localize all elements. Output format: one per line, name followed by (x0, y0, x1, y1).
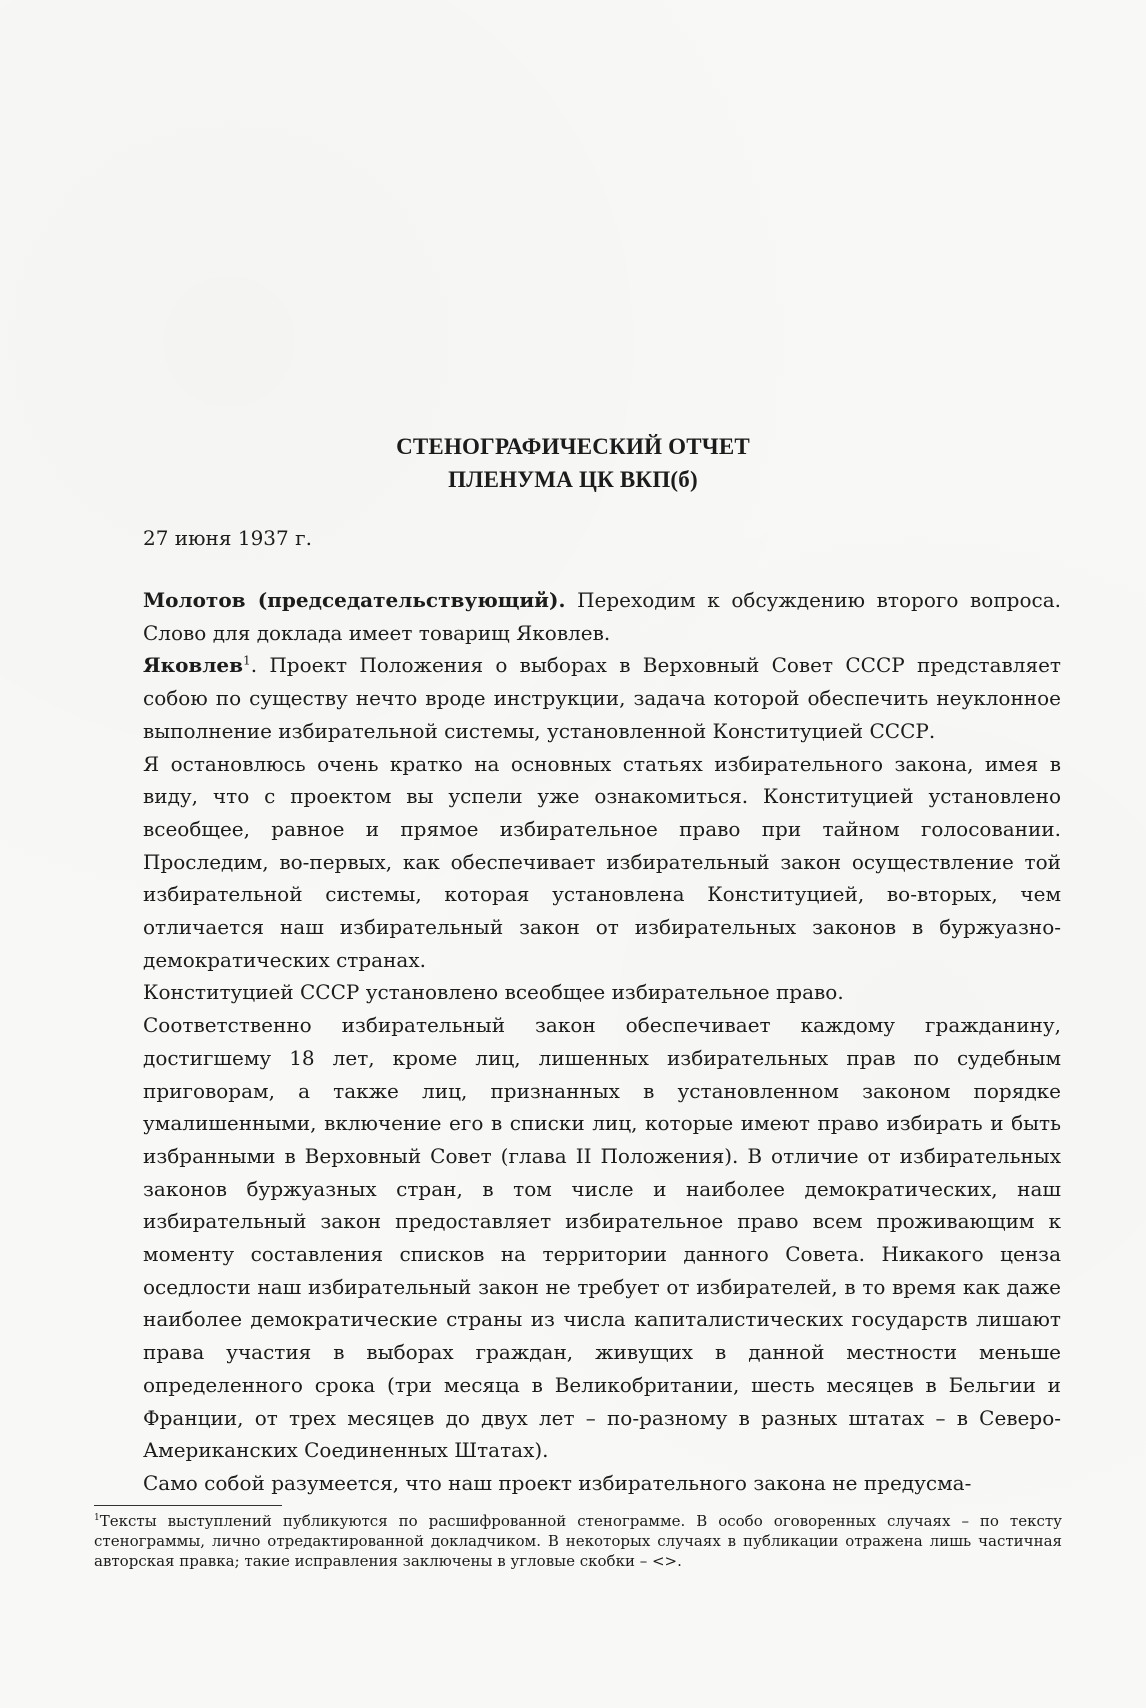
paragraph: Конституцией СССР установлено всеобщее избирательное право. (143, 980, 844, 1005)
paragraph-text: . Проект Положения о выборах в Верховный Совет СССР представляет собою по существу нечто вроде инструкции, задача которой обеспечить неуклонное выполнение избирательной системы, установленной Конституцией СССР. (143, 653, 1061, 743)
speaker-name: Яковлев (143, 653, 244, 678)
paragraph (143, 649, 1061, 747)
paragraph: Само собой разумеется, что наш проект избирательного закона не предусма- (143, 1470, 972, 1495)
footnote-marker: 1 (94, 1513, 100, 1523)
session-date: 27 июня 1937 г. (143, 526, 312, 550)
paragraph: Я остановлюсь очень кратко на основных статьях избирательного закона, имея в виду, что с проектом вы успели уже ознакомиться. Конституцией установлено всеобщее, равное и прямое избирательное право при тайном голосовании. Проследим, во-первых, как обеспечивает избирательный закон осуществление той избирательной системы, которая установлена Конституцией, во-вторых, чем отличается наш избирательный закон от избирательных законов в буржуазно-демократических странах. (143, 751, 1061, 972)
title-line-2: ПЛЕНУМА ЦК ВКП(б) (448, 467, 698, 492)
paragraph (143, 584, 1061, 649)
paragraph: Соответственно избирательный закон обеспечивает каждому гражданину, достигшему 18 лет, кроме лиц, лишенных избирательных прав по судебным приговорам, а также лиц, признанных в установленном законом порядке умалишенными, включение его в списки лиц, которые имеют право избирать и быть избранными в Верховный Совет (глава II Положения). В отличие от избирательных законов буржуазных стран, в том числе и наиболее демократических, наш избирательный закон предоставляет избирательное право всем проживающим к моменту составления списков на территории данного Совета. Никакого ценза оседлости наш избирательный закон не требует от избирателей, в то время как даже наиболее демократические страны из числа капиталистических государств лишают права участия в выборах граждан, живущих в данной местности меньше определенного срока (три месяца в Великобритании, шесть месяцев в Бельгии и Франции, от трех месяцев до двух лет – по-разному в разных штатах – в Северо-Американских Соединенных Штатах). (143, 1013, 1061, 1463)
footnote-reference: 1 (243, 653, 251, 668)
title-line-1: СТЕНОГРАФИЧЕСКИЙ ОТЧЕТ (396, 434, 750, 459)
speaker-name: Молотов (председательствующий). (143, 588, 566, 612)
footnote (94, 1511, 1062, 1571)
report-title (0, 430, 1146, 496)
body-text (143, 584, 1061, 1500)
footnote-divider (94, 1505, 282, 1506)
paragraph-text: Переходим к обсуждению второго вопроса. Слово для доклада имеет товарищ Яковлев. (143, 588, 1061, 645)
footnote-text: Тексты выступлений публикуются по расшифрованной стенограмме. В особо оговоренных случаях – по тексту стенограммы, лично отредактированной докладчиком. В некоторых случаях в публикации отражена лишь частичная авторская правка; такие исправления заключены в угловые скобки – <>. (94, 1512, 1062, 1570)
